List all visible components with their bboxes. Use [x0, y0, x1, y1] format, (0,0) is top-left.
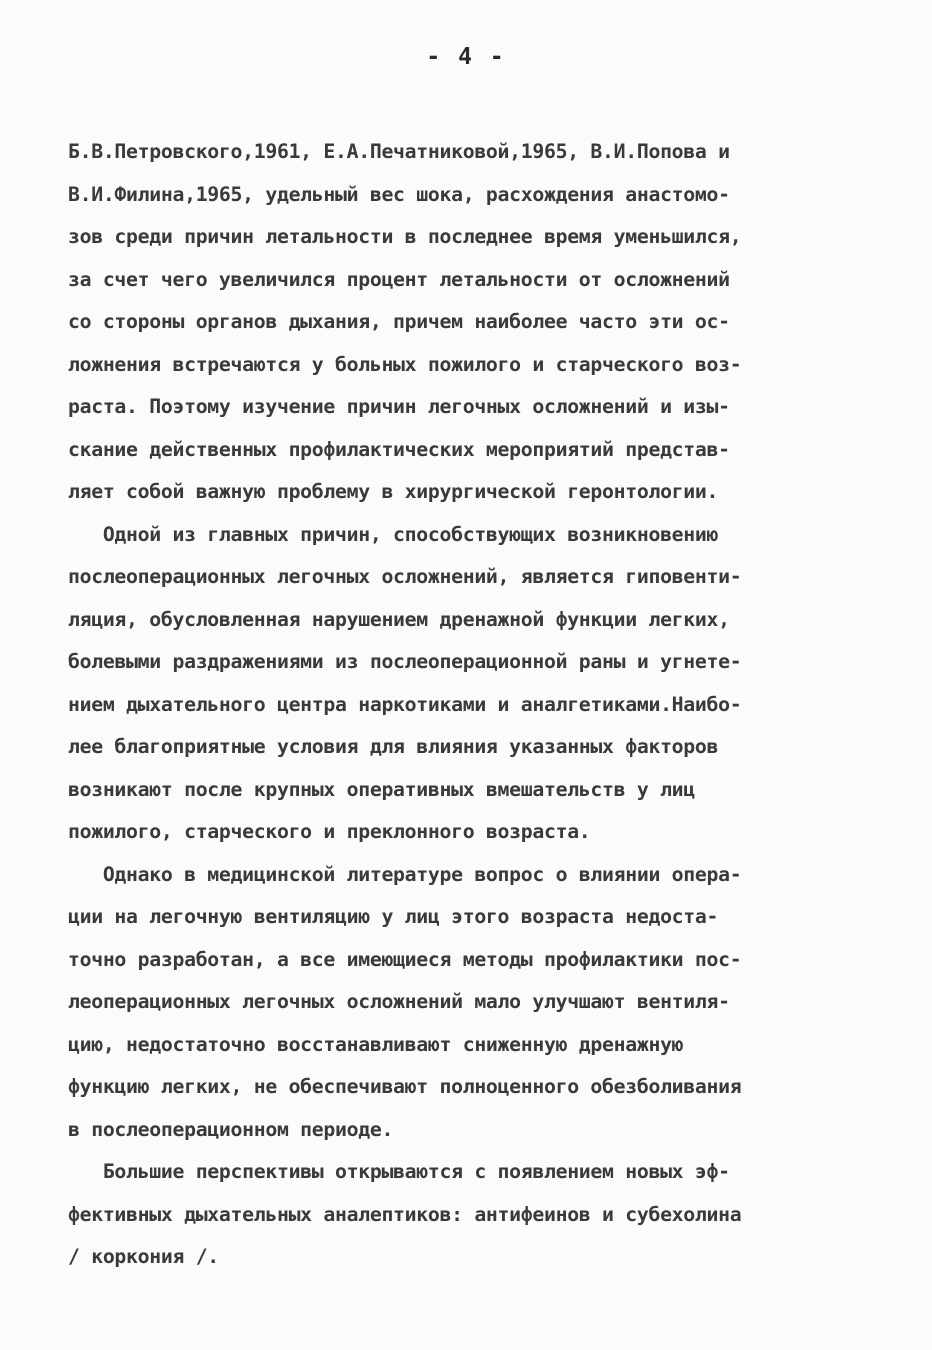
text-line: Большие перспективы открываются с появлением новых эф-: [68, 1160, 730, 1183]
text-line: Б.В.Петровского,1961, Е.А.Печатниковой,1965, В.И.Попова и: [68, 140, 730, 163]
text-line: Одной из главных причин, способствующих возникновению: [68, 522, 719, 546]
text-line: скание действенных профилактических мероприятий представ-: [68, 437, 730, 461]
text-line: леоперационных легочных осложнений мало улучшают вентиля-: [68, 990, 730, 1013]
paragraph-2: [68, 514, 874, 854]
text-line: лее благоприятные условия для влияния указанных факторов: [68, 735, 719, 758]
text-line: точно разработан, а все имеющиеся методы профилактики пос-: [68, 947, 742, 971]
text-line: ляция, обусловленная нарушением дренажной функции легких,: [68, 607, 730, 631]
text-line: ложнения встречаются у больных пожилого и старческого воз-: [68, 352, 742, 376]
text-line: нием дыхательного центра наркотиками и аналгетиками.Наибо-: [68, 692, 742, 716]
text-line: зов среди причин летальности в последнее время уменьшился,: [68, 225, 742, 248]
text-line: фективных дыхательных аналептиков: антифеинов и субехолина: [68, 1202, 742, 1226]
paragraph-1: [68, 131, 874, 514]
text-line: со стороны органов дыхания, причем наиболее часто эти ос-: [68, 310, 730, 333]
text-line: функцию легких, не обеспечивают полноценного обезболивания: [68, 1075, 742, 1098]
text-line: за счет чего увеличился процент летальности от осложнений: [68, 267, 730, 291]
text-line: раста. Поэтому изучение причин легочных осложнений и изы-: [68, 395, 730, 418]
text-line: ляет собой важную проблему в хирургической геронтологии.: [68, 480, 719, 503]
page-number: - 4 -: [426, 44, 506, 70]
text-line: Однако в медицинской литературе вопрос о влиянии опера-: [68, 862, 742, 886]
paragraph-4: [68, 1151, 874, 1279]
text-line: в послеоперационном периоде.: [68, 1117, 394, 1141]
text-line: возникают после крупных оперативных вмешательств у лиц: [68, 777, 695, 801]
text-line: / коркония /.: [68, 1245, 219, 1268]
text-line: В.И.Филина,1965, удельный вес шока, расхождения анастомо-: [68, 182, 730, 206]
text-line: ции на легочную вентиляцию у лиц этого возраста недоста-: [68, 905, 719, 928]
text-line: пожилого, старческого и преклонного возраста.: [68, 820, 591, 843]
paragraph-3: [68, 854, 874, 1152]
body-text: [68, 131, 874, 1279]
text-line: послеоперационных легочных осложнений, является гиповенти-: [68, 565, 742, 588]
text-line: болевыми раздражениями из послеоперационной раны и угнете-: [68, 650, 742, 673]
text-line: цию, недостаточно восстанавливают сниженную дренажную: [68, 1032, 684, 1056]
